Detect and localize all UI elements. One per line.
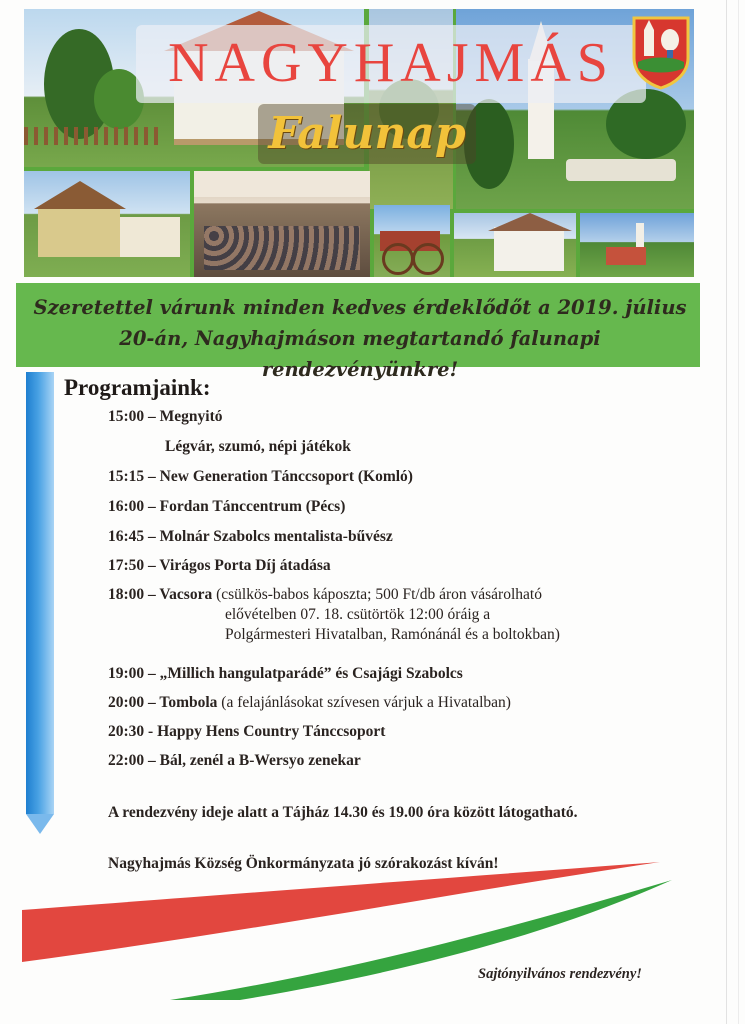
closing-wish: Nagyhajmás Község Önkormányzata jó szórakozást kíván!	[108, 855, 499, 872]
program-item	[108, 692, 511, 714]
page-title: NAGYHAJMÁS	[168, 32, 614, 94]
program-note-line: elővételben 07. 18. csütörtök 12:00 óráig a	[225, 606, 491, 623]
decorative-blue-bar	[26, 372, 54, 814]
program-title: Tombola	[159, 694, 218, 711]
photo-carriage	[374, 205, 450, 277]
program-note: (a felajánlásokat szívesen várjuk a Hivatalban)	[221, 694, 511, 711]
program-item	[108, 406, 223, 428]
program-time: 16:00 –	[108, 498, 156, 515]
program-time: 17:50 –	[108, 557, 156, 574]
program-title: Megnyitó	[159, 408, 223, 425]
program-title: „Millich hangulatparádé” és Csajági Szabolcs	[159, 665, 463, 682]
program-item	[108, 555, 331, 577]
program-time: 16:45 –	[108, 528, 156, 545]
program-time: 22:00 –	[108, 752, 156, 769]
page-edge	[726, 0, 727, 1024]
program-time: 19:00 –	[108, 665, 156, 682]
program-item	[108, 721, 385, 743]
program-item	[108, 466, 413, 488]
program-time: 15:00 –	[108, 408, 156, 425]
program-title: Légvár, szumó, népi játékok	[165, 438, 351, 455]
tajhaz-info: A rendezvény ideje alatt a Tájház 14.30 és 19.00 óra között látogatható.	[108, 804, 578, 821]
program-item	[108, 584, 542, 606]
coat-of-arms-icon	[630, 12, 692, 90]
invitation-text: Szeretettel várunk minden kedves érdeklődőt a 2019. július 20-án, Nagyhajmáson megtartandó falunapi rendezvényünkre!	[33, 296, 687, 381]
program-title: Happy Hens Country Tánccsoport	[157, 723, 386, 740]
program-item	[108, 496, 345, 518]
program-title: Vacsora	[159, 586, 213, 603]
program-title: Bál, zenél a B-Wersyo zenekar	[159, 752, 361, 769]
press-note: Sajtónyilvános rendezvény!	[478, 966, 642, 982]
tricolor-ribbons	[0, 850, 700, 1010]
program-note-line: Polgármesteri Hivatalban, Ramónánál és a boltokban)	[225, 626, 560, 643]
program-item	[108, 526, 393, 548]
program-title: Virágos Porta Díj átadása	[159, 557, 331, 574]
program-time: 18:00 –	[108, 586, 156, 603]
program-title: Fordan Tánccentrum (Pécs)	[159, 498, 346, 515]
program-heading: Programjaink:	[64, 375, 211, 400]
program-time: 20:00 –	[108, 694, 156, 711]
photo-crowd-tent	[194, 171, 370, 277]
program-title: Molnár Szabolcs mentalista-bűvész	[159, 528, 393, 545]
program-note: (csülkös-babos káposzta; 500 Ft/db áron vásárolható	[216, 586, 542, 603]
program-title: New Generation Tánccsoport (Komló)	[159, 468, 413, 485]
program-item	[108, 750, 361, 772]
program-time: 20:30 -	[108, 723, 154, 740]
program-item	[165, 436, 351, 458]
photo-white-house	[454, 213, 576, 277]
photo-village-view	[580, 213, 694, 277]
program-time: 15:15 –	[108, 468, 156, 485]
program-item	[108, 663, 463, 685]
photo-peasant-house	[24, 171, 190, 277]
page-edge	[738, 0, 739, 1024]
page-subtitle: Falunap	[268, 108, 466, 159]
